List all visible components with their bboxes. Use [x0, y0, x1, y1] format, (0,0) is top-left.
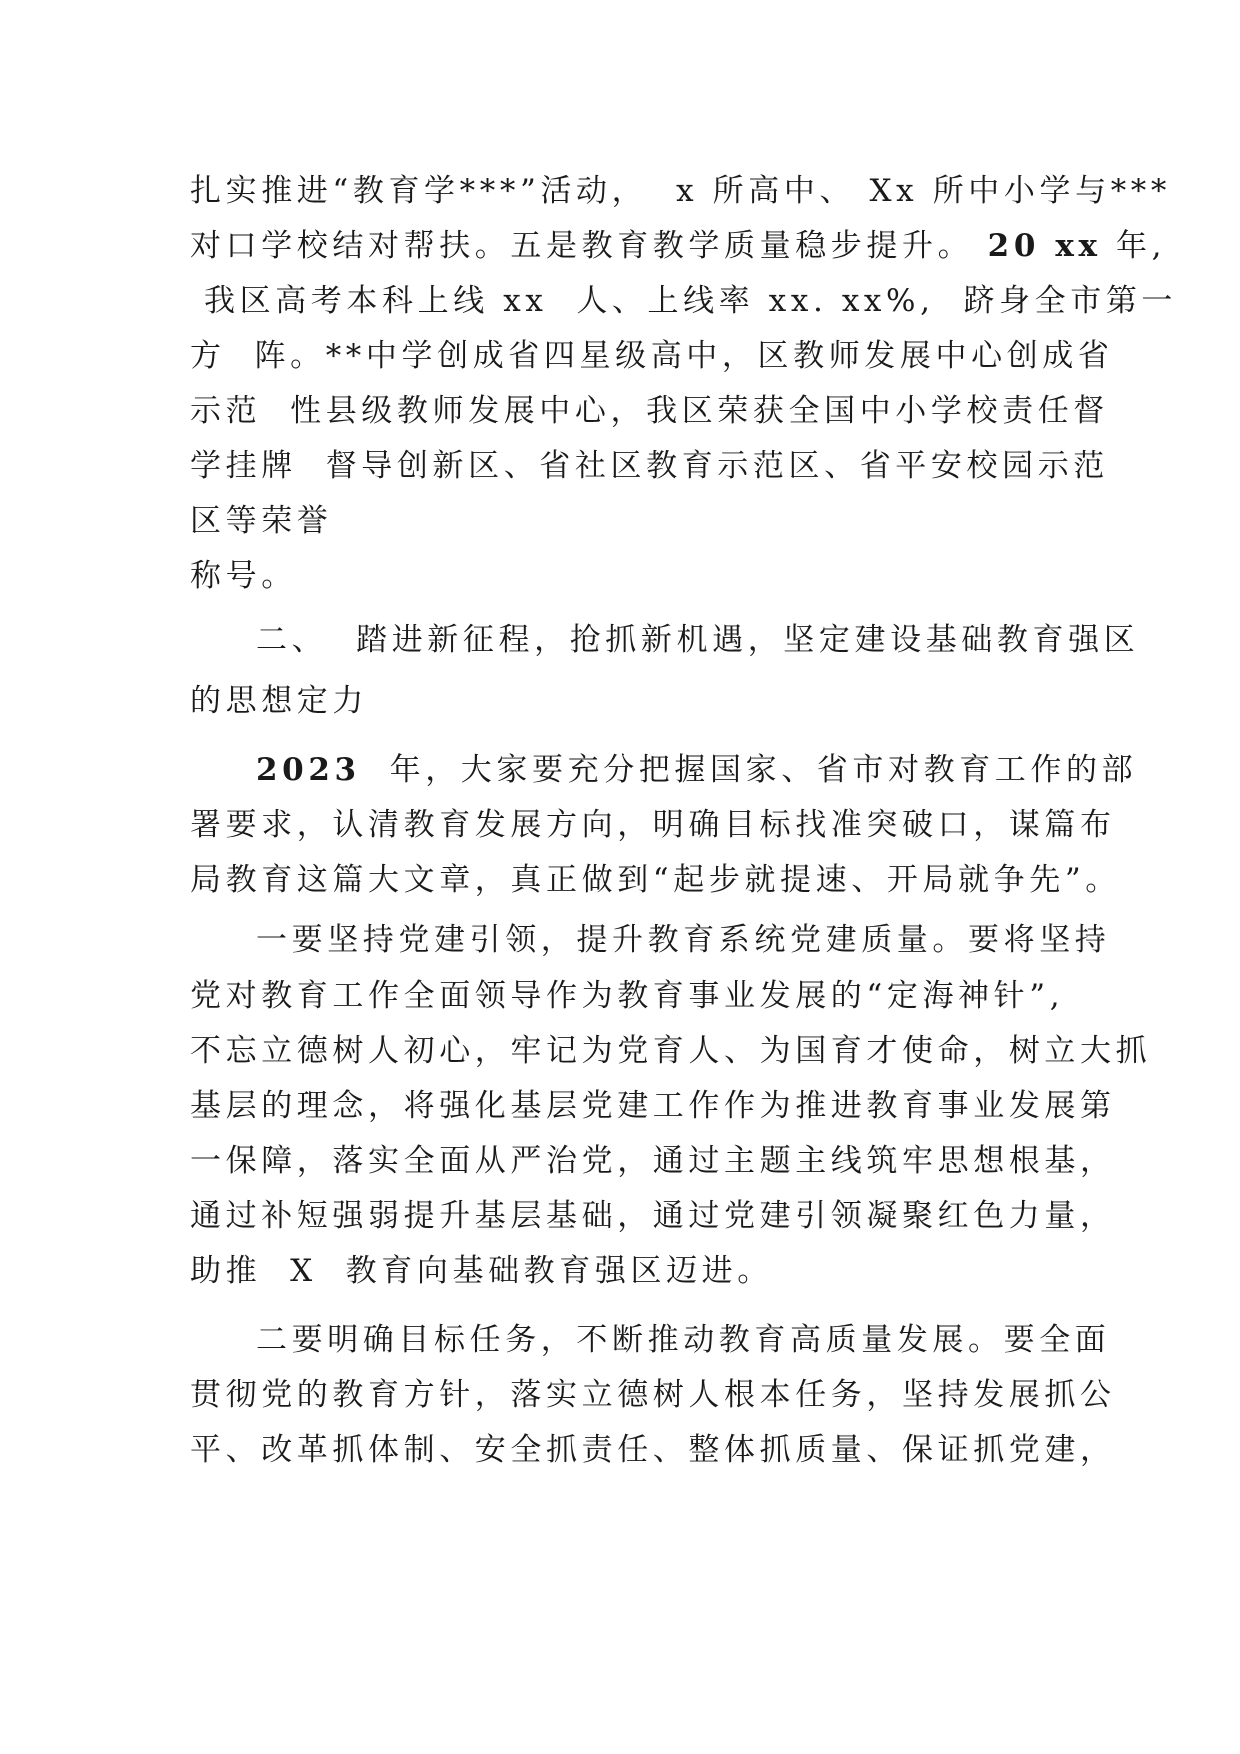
- para2-line1-text: 年，大家要充分把握国家、省市对教育工作的部: [360, 752, 1138, 788]
- section-heading-line1: 二、 踏进新征程，抢抓新机遇，坚定建设基础教育强区: [256, 622, 1140, 658]
- para1-line2-year: 20 xx: [987, 228, 1102, 264]
- para1-line2-text: 对口学校结对帮扶。五是教育教学质量稳步提升。: [190, 228, 988, 264]
- para2-line3: 局教育这篇大文章，真正做到“起步就提速、开局就争先”。: [190, 862, 1121, 898]
- para4-line3: 平、改革抓体制、安全抓责任、整体抓质量、保证抓党建，: [190, 1432, 1116, 1468]
- para2-year: 2023: [256, 752, 361, 788]
- para1-line1: 扎实推进“教育学***”活动， x 所高中、 Xx 所中小学与***: [190, 173, 1171, 209]
- section-heading-line2: 的思想定力: [190, 683, 368, 719]
- para3-line7: 助推 X 教育向基础教育强区迈进。: [190, 1253, 773, 1289]
- para2-line2: 署要求，认清教育发展方向，明确目标找准突破口，谋篇布: [190, 807, 1116, 843]
- para3-line2: 党对教育工作全面领导作为教育事业发展的“定海神针”,: [190, 978, 1065, 1014]
- para1-line2-tail: 年,: [1101, 228, 1167, 264]
- para3-line6: 通过补短强弱提升基层基础，通过党建引领凝聚红色力量，: [190, 1198, 1116, 1234]
- para1-line8: 称号。: [190, 558, 297, 594]
- para1-line3: 我区高考本科上线 xx 人、上线率 xx. xx%, 跻身全市第一: [204, 283, 1178, 319]
- para1-line4: 方 阵。**中学创成省四星级高中，区教师发展中心创成省: [190, 338, 1114, 374]
- para1-line7: 区等荣誉: [190, 503, 333, 539]
- para1-line6: 学挂牌 督导创新区、省社区教育示范区、省平安校园示范: [190, 448, 1109, 484]
- para1-line5: 示范 性县级教师发展中心，我区荣获全国中小学校责任督: [190, 393, 1109, 429]
- para1-line2: [190, 226, 1166, 266]
- para4-line1: 二要明确目标任务，不断推动教育高质量发展。要全面: [256, 1322, 1111, 1358]
- para3-line1: 一要坚持党建引领，提升教育系统党建质量。要将坚持: [256, 922, 1111, 958]
- para4-line2: 贯彻党的教育方针，落实立德树人根本任务，坚持发展抓公: [190, 1377, 1116, 1413]
- para3-line5: 一保障，落实全面从严治党，通过主题主线筑牢思想根基，: [190, 1143, 1116, 1179]
- para2-line1: [256, 750, 1137, 790]
- para3-line4: 基层的理念，将强化基层党建工作作为推进教育事业发展第: [190, 1088, 1116, 1124]
- para3-line3: 不忘立德树人初心，牢记为党育人、为国育才使命，树立大抓: [190, 1033, 1152, 1069]
